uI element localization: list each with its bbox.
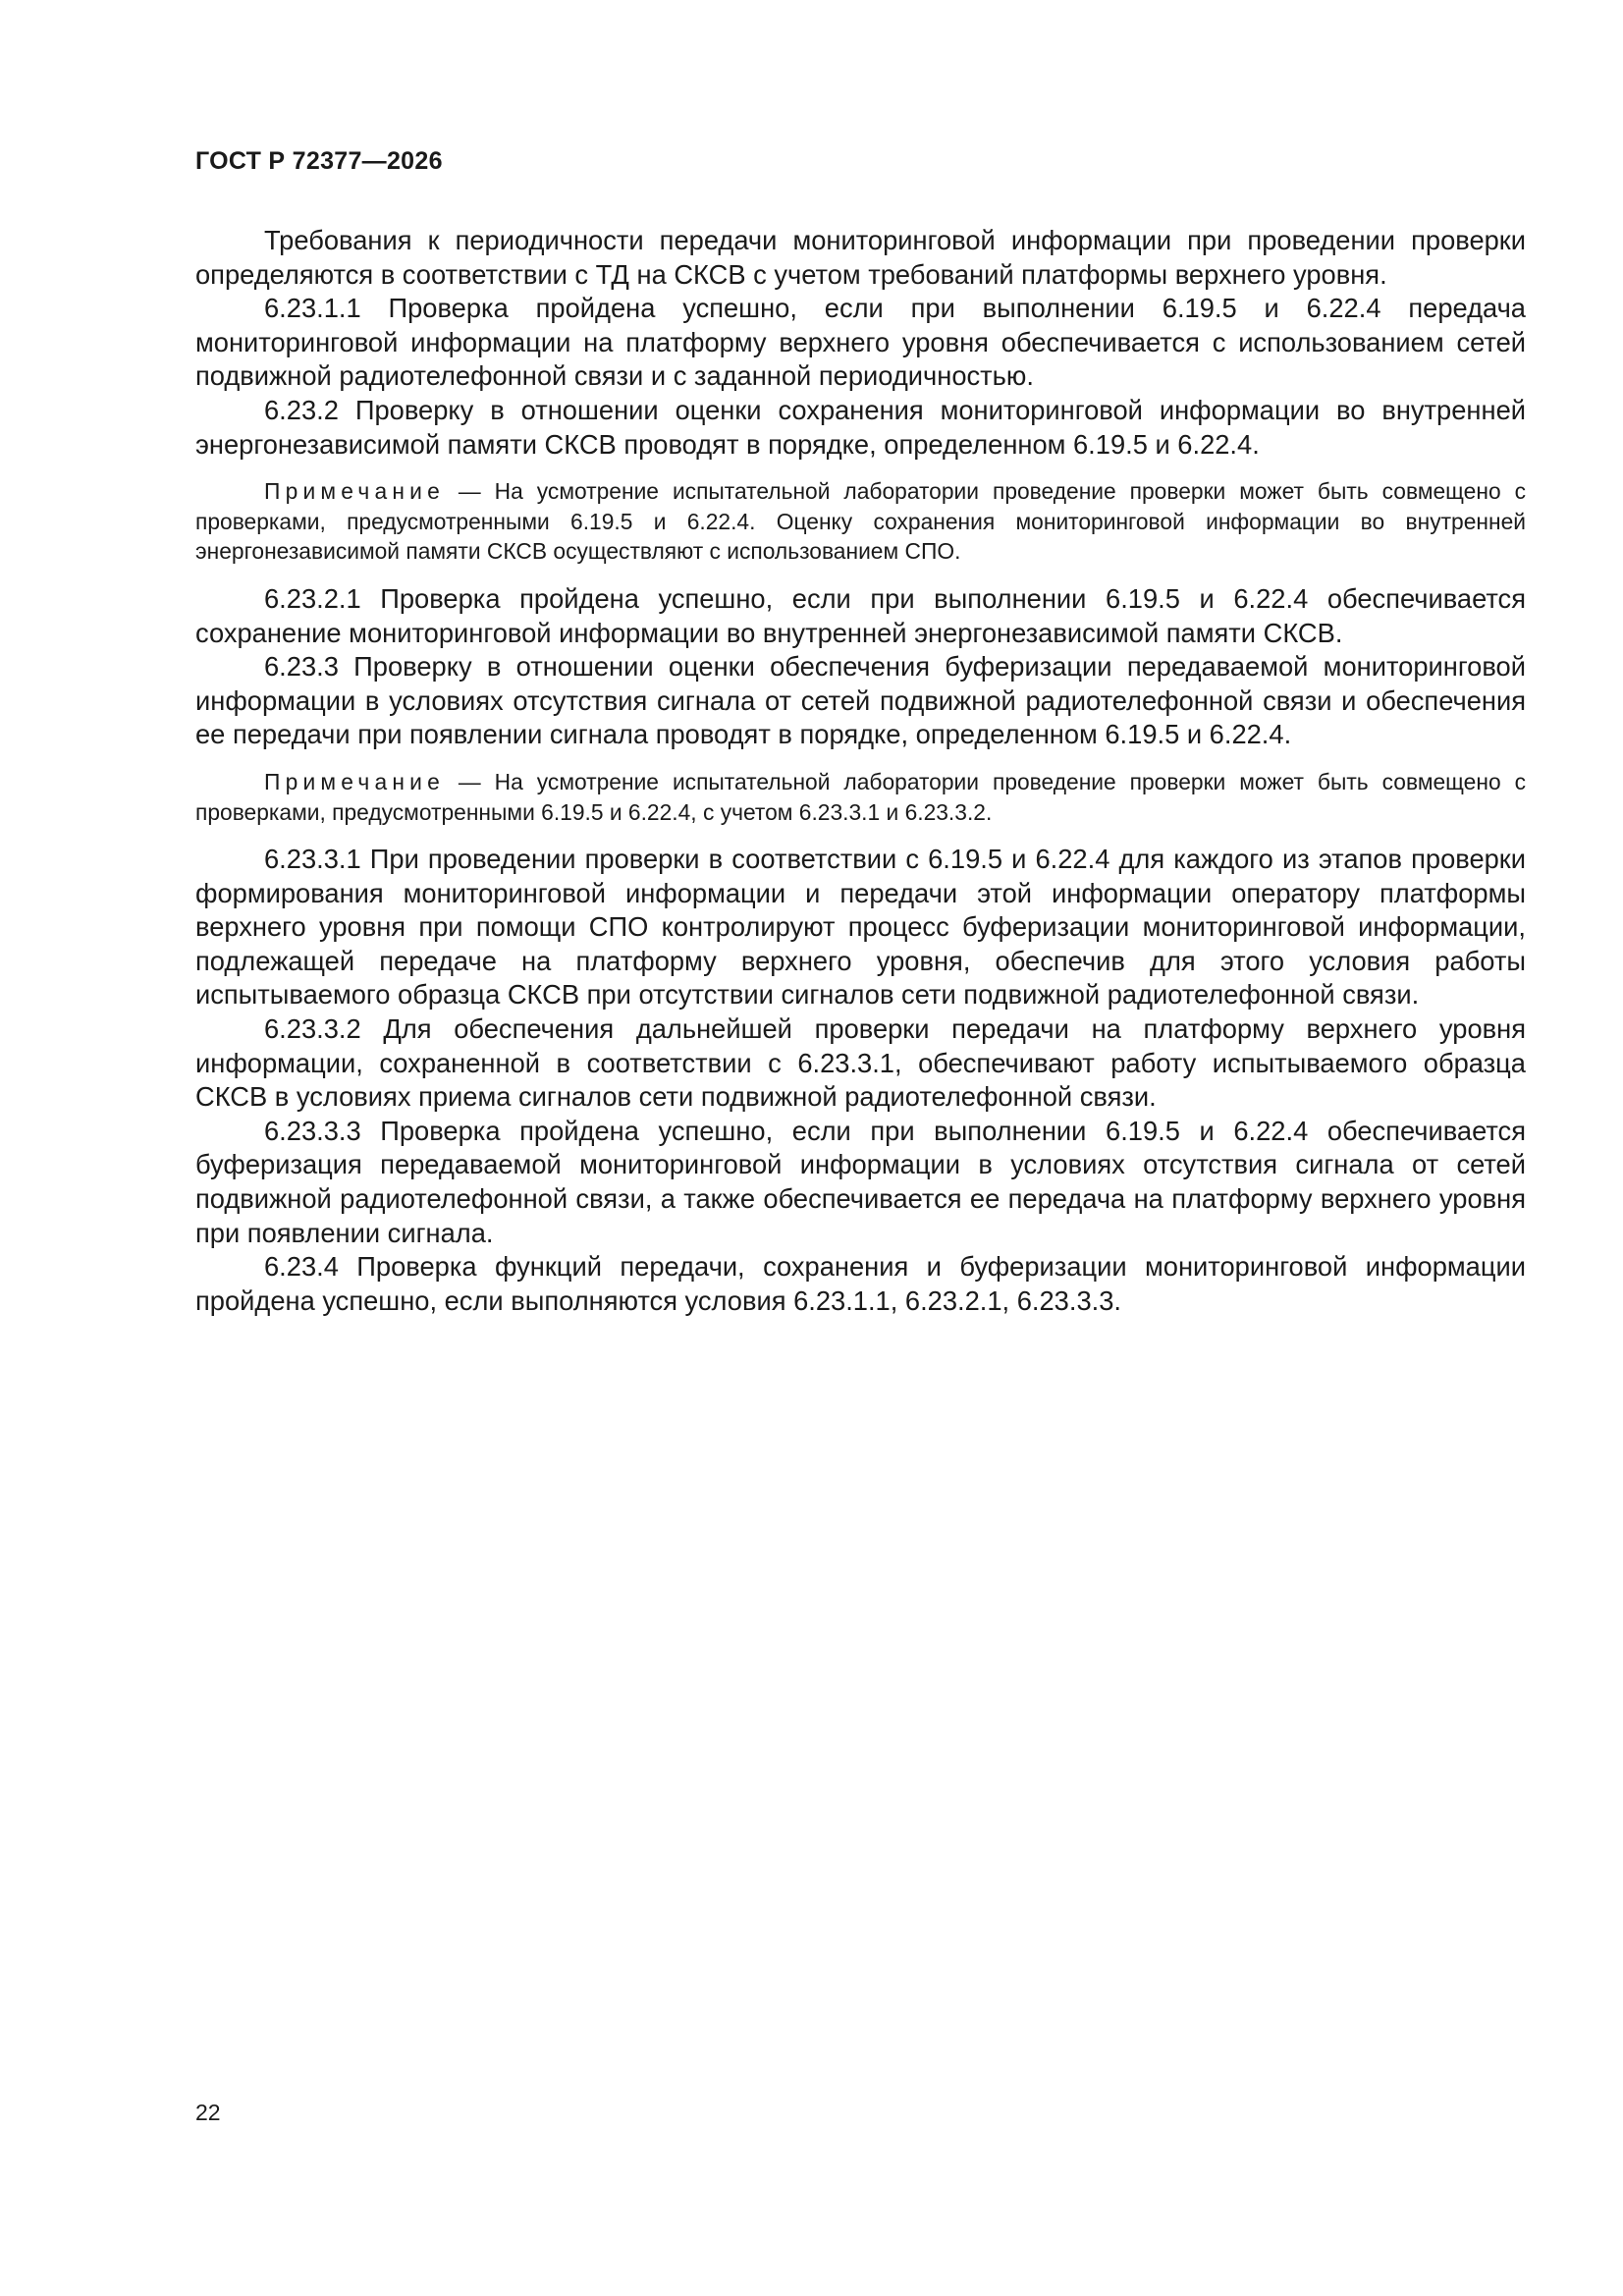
document-body xyxy=(195,224,1526,1318)
paragraph-6-23-3-1: 6.23.3.1 При проведении проверки в соответствии с 6.19.5 и 6.22.4 для каждого из этапов проверки формирования мониторинговой информации и передачи этой информации оператору платформы верхнего уровня при помощи СПО контролируют процесс буферизации мониторинговой информации, подлежащей передаче на платформу верхнего уровня, обеспечив для этого условия работы испытываемого образца СКСВ при отсутствии сигналов сети подвижной радиотелефонной связи. xyxy=(195,844,1526,1011)
note-text: — На усмотрение испытательной лаборатории проведение проверки может быть совмещено с проверками, предусмотренными 6.19.5 и 6.22.4. Оценку сохранения мониторинговой информации во внутренней энергонезависимой памяти СКСВ осуществляют с использованием СПО. xyxy=(195,478,1526,565)
note-1 xyxy=(195,476,1526,567)
note-label: Примечание xyxy=(264,478,445,505)
paragraph-6-23-3: 6.23.3 Проверку в отношении оценки обеспечения буферизации передаваемой мониторинговой информации в условиях отсутствия сигнала от сетей подвижной радиотелефонной связи и обеспечения ее передачи при появлении сигнала проводят в порядке, определенном 6.19.5 и 6.22.4. xyxy=(195,651,1526,750)
paragraph-6-23-2-1: 6.23.2.1 Проверка пройдена успешно, если при выполнении 6.19.5 и 6.22.4 обеспечивается сохранение мониторинговой информации во внутренней энергонезависимой памяти СКСВ. xyxy=(195,582,1526,648)
paragraph-6-23-2: 6.23.2 Проверку в отношении оценки сохранения мониторинговой информации во внутренней энергонезависимой памяти СКСВ проводят в порядке, определенном 6.19.5 и 6.22.4. xyxy=(195,394,1526,460)
paragraph-6-23-3-3: 6.23.3.3 Проверка пройдена успешно, если при выполнении 6.19.5 и 6.22.4 обеспечивается буферизация передаваемой мониторинговой информации в условиях отсутствия сигнала от сетей подвижной радиотелефонной связи, а также обеспечивается ее передача на платформу верхнего уровня при появлении сигнала. xyxy=(195,1115,1526,1248)
paragraph-6-23-1-1: 6.23.1.1 Проверка пройдена успешно, если при выполнении 6.19.5 и 6.22.4 передача мониторинговой информации на платформу верхнего уровня обеспечивается с использованием сетей подвижной радиотелефонной связи и с заданной периодичностью. xyxy=(195,293,1526,392)
paragraph-periodicity-requirements: Требования к периодичности передачи мониторинговой информации при проведении проверки определяются в соответствии с ТД на СКСВ с учетом требований платформы верхнего уровня. xyxy=(195,225,1526,290)
note-label: Примечание xyxy=(264,768,445,794)
note-2 xyxy=(195,767,1526,827)
paragraph-6-23-4: 6.23.4 Проверка функций передачи, сохранения и буферизации мониторинговой информации пройдена успешно, если выполняются условия 6.23.1.1, 6.23.2.1, 6.23.3.3. xyxy=(195,1251,1526,1316)
paragraph-6-23-3-2: 6.23.3.2 Для обеспечения дальнейшей проверки передачи на платформу верхнего уровня информации, сохраненной в соответствии с 6.23.3.1, обеспечивают работу испытываемого образца СКСВ в условиях приема сигналов сети подвижной радиотелефонной связи. xyxy=(195,1013,1526,1113)
document-header: ГОСТ Р 72377—2026 xyxy=(195,147,443,175)
page-number: 22 xyxy=(195,2100,221,2125)
note-text: — На усмотрение испытательной лаборатории проведение проверки может быть совмещено с проверками, предусмотренными 6.19.5 и 6.22.4, с учетом 6.23.3.1 и 6.23.3.2. xyxy=(195,768,1526,825)
